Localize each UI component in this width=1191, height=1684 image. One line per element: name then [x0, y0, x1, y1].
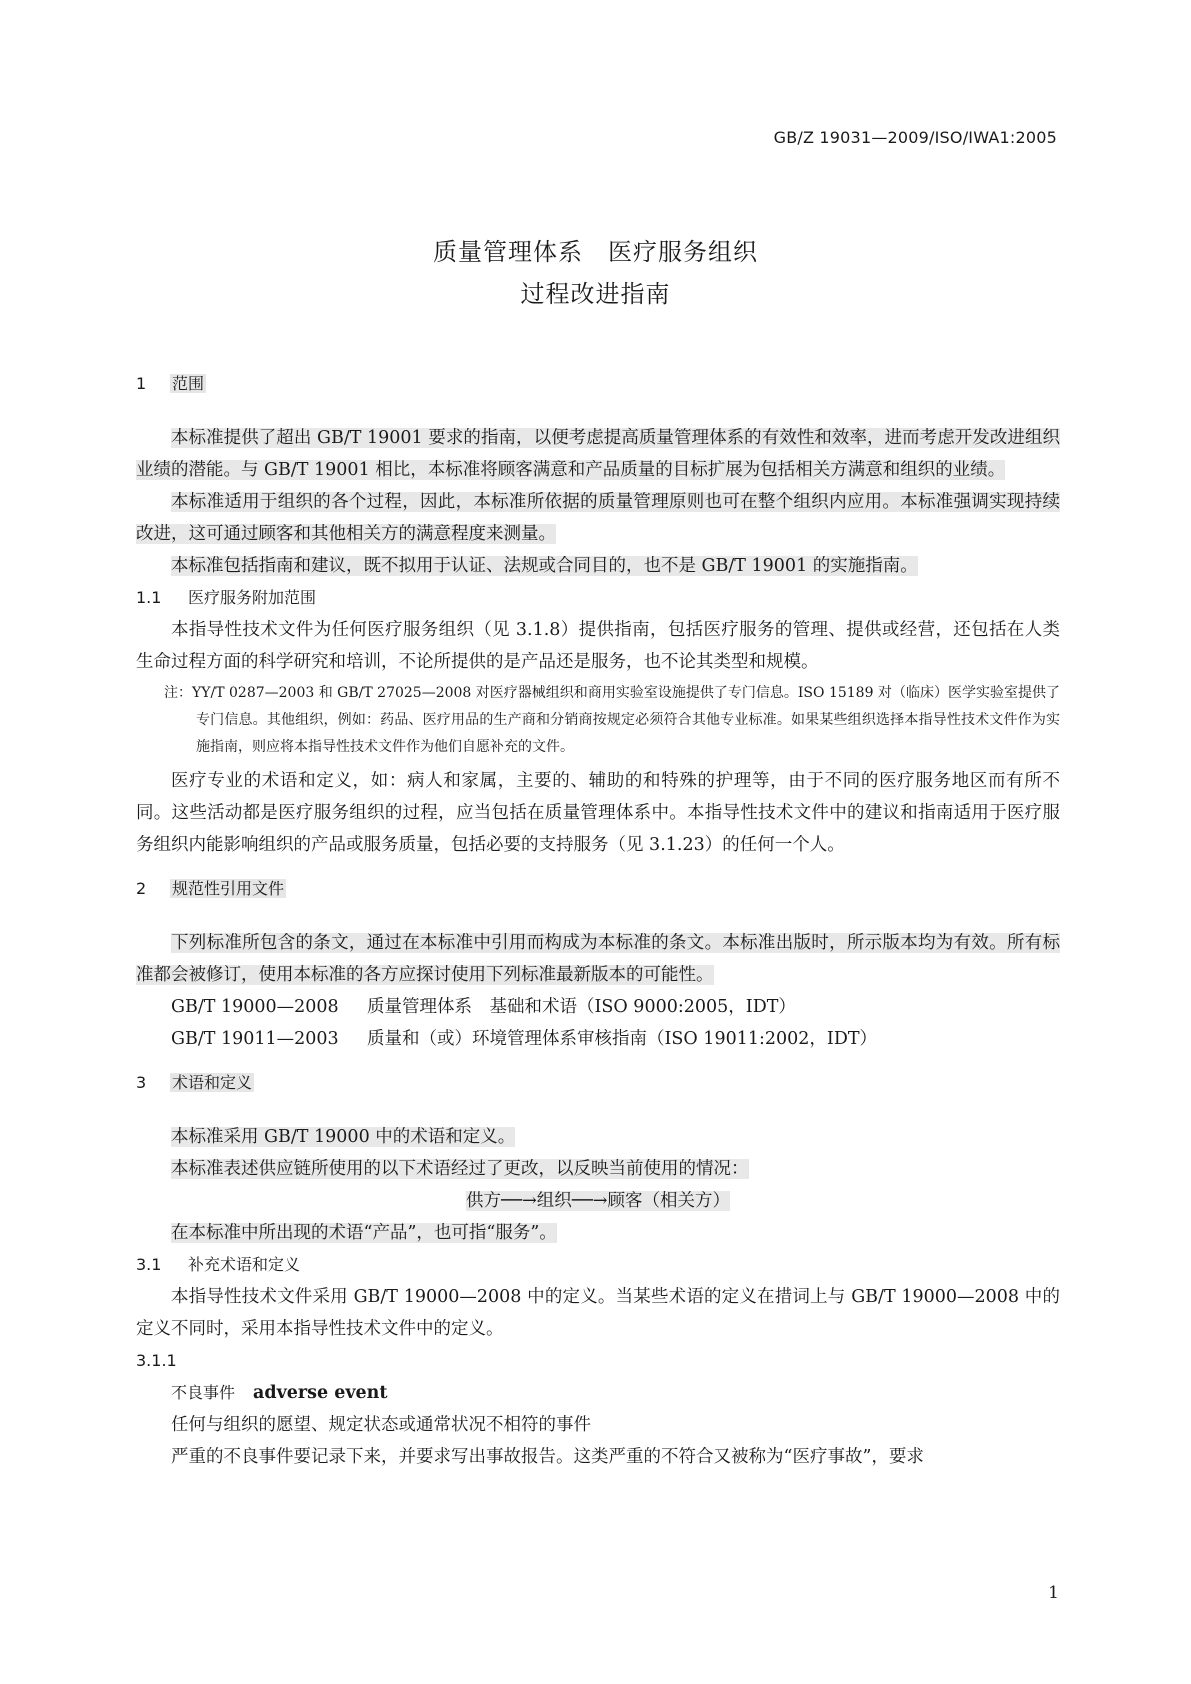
term-entry	[136, 1377, 1060, 1409]
term-english: adverse event	[253, 1383, 388, 1403]
section-3-paragraph-1: 本标准采用 GB/T 19000 中的术语和定义。	[171, 1127, 516, 1147]
section-1-1-paragraph-2: 医疗专业的术语和定义，如：病人和家属，主要的、辅助的和特殊的护理等，由于不同的医疗服务地区而有所不同。这些活动都是医疗服务组织的过程，应当包括在质量管理体系中。本指导性技术文件中的建议和指南适用于医疗服务组织内能影响组织的产品或服务质量，包括必要的支持服务（见 3.1.23）的任何一个人。	[136, 771, 1060, 855]
section-3-paragraph-2: 本标准表述供应链所使用的以下术语经过了更改，以反映当前使用的情况：	[171, 1159, 749, 1179]
section-title: 医疗服务附加范围	[188, 588, 317, 607]
section-1-paragraph-3: 本标准包括指南和建议，既不拟用于认证、法规或合同目的，也不是 GB/T 19001 的实施指南。	[171, 556, 918, 576]
term-definition: 任何与组织的愿望、规定状态或通常状况不相符的事件	[171, 1415, 591, 1435]
page-number: 1	[1048, 1583, 1059, 1603]
document-body	[136, 368, 1060, 1473]
section-number: 2	[136, 879, 147, 898]
section-3-paragraph-3: 在本标准中所出现的术语“产品”，也可指“服务”。	[171, 1223, 557, 1243]
section-title: 范围	[172, 374, 205, 393]
section-1-paragraph-2: 本标准适用于组织的各个过程，因此，本标准所依据的质量管理原则也可在整个组织内应用。本标准强调实现持续改进，这可通过顾客和其他相关方的满意程度来测量。	[136, 492, 1060, 544]
reference-name: 质量和（或）环境管理体系审核指南（ISO 19011:2002，IDT）	[367, 1029, 878, 1049]
section-title: 术语和定义	[172, 1073, 253, 1092]
standard-code: GB/Z 19031—2009/ISO/IWA1:2005	[773, 128, 1057, 147]
term-chinese: 不良事件	[171, 1383, 236, 1402]
section-title: 规范性引用文件	[172, 879, 285, 898]
section-number: 3.1	[136, 1255, 162, 1274]
section-number: 1	[136, 374, 147, 393]
reference-code: GB/T 19011—2003	[171, 1029, 339, 1049]
section-2-heading	[136, 873, 1060, 905]
document-title-line1: 质量管理体系 医疗服务组织	[433, 238, 758, 266]
section-3-1-paragraph-1: 本指导性技术文件采用 GB/T 19000—2008 中的定义。当某些术语的定义在措词上与 GB/T 19000—2008 中的定义不同时，采用本指导性技术文件中的定义。	[136, 1287, 1060, 1339]
normative-reference	[136, 991, 1060, 1023]
section-2-paragraph-1: 下列标准所包含的条文，通过在本标准中引用而构成为本标准的条文。本标准出版时，所示版本均为有效。所有标准都会被修订，使用本标准的各方应探讨使用下列标准最新版本的可能性。	[136, 933, 1060, 985]
term-note-paragraph: 严重的不良事件要记录下来，并要求写出事故报告。这类严重的不符合又被称为“医疗事故”，要求	[171, 1447, 924, 1467]
document-title-line2: 过程改进指南	[520, 280, 671, 308]
reference-name: 质量管理体系 基础和术语（ISO 9000:2005，IDT）	[367, 997, 796, 1017]
section-1-1-paragraph-1: 本指导性技术文件为任何医疗服务组织（见 3.1.8）提供指南，包括医疗服务的管理、提供或经营，还包括在人类生命过程方面的科学研究和培训，不论所提供的是产品还是服务，也不论其类型和规模。	[136, 620, 1060, 672]
section-1-paragraph-1: 本标准提供了超出 GB/T 19001 要求的指南，以便考虑提高质量管理体系的有效性和效率，进而考虑开发改进组织业绩的潜能。与 GB/T 19001 相比，本标准将顾客满意和产品质量的目标扩展为包括相关方满意和组织的业绩。	[136, 428, 1060, 480]
normative-reference	[136, 1023, 1060, 1055]
supply-chain-line: 供方──→组织──→顾客（相关方）	[466, 1191, 730, 1211]
section-3-heading	[136, 1067, 1060, 1099]
section-title: 补充术语和定义	[188, 1255, 301, 1274]
reference-code: GB/T 19000—2008	[171, 997, 339, 1017]
section-number: 3.1.1	[136, 1351, 177, 1370]
section-3-1-heading	[136, 1249, 1060, 1281]
section-1-heading	[136, 368, 1060, 400]
section-1-1-heading	[136, 582, 1060, 614]
note: 注：YY/T 0287—2003 和 GB/T 27025—2008 对医疗器械组织和商用实验室设施提供了专门信息。ISO 15189 对（临床）医学实验室提供了专门信息。其他组织，例如：药品、医疗用品的生产商和分销商按规定必须符合其他专业标准。如果某些组织选择本指导性技术文件作为实施指南，则应将本指导性技术文件作为他们自愿补充的文件。	[164, 685, 1060, 755]
section-number: 3	[136, 1073, 147, 1092]
section-number: 1.1	[136, 588, 162, 607]
section-3-1-1-heading	[136, 1345, 1060, 1377]
